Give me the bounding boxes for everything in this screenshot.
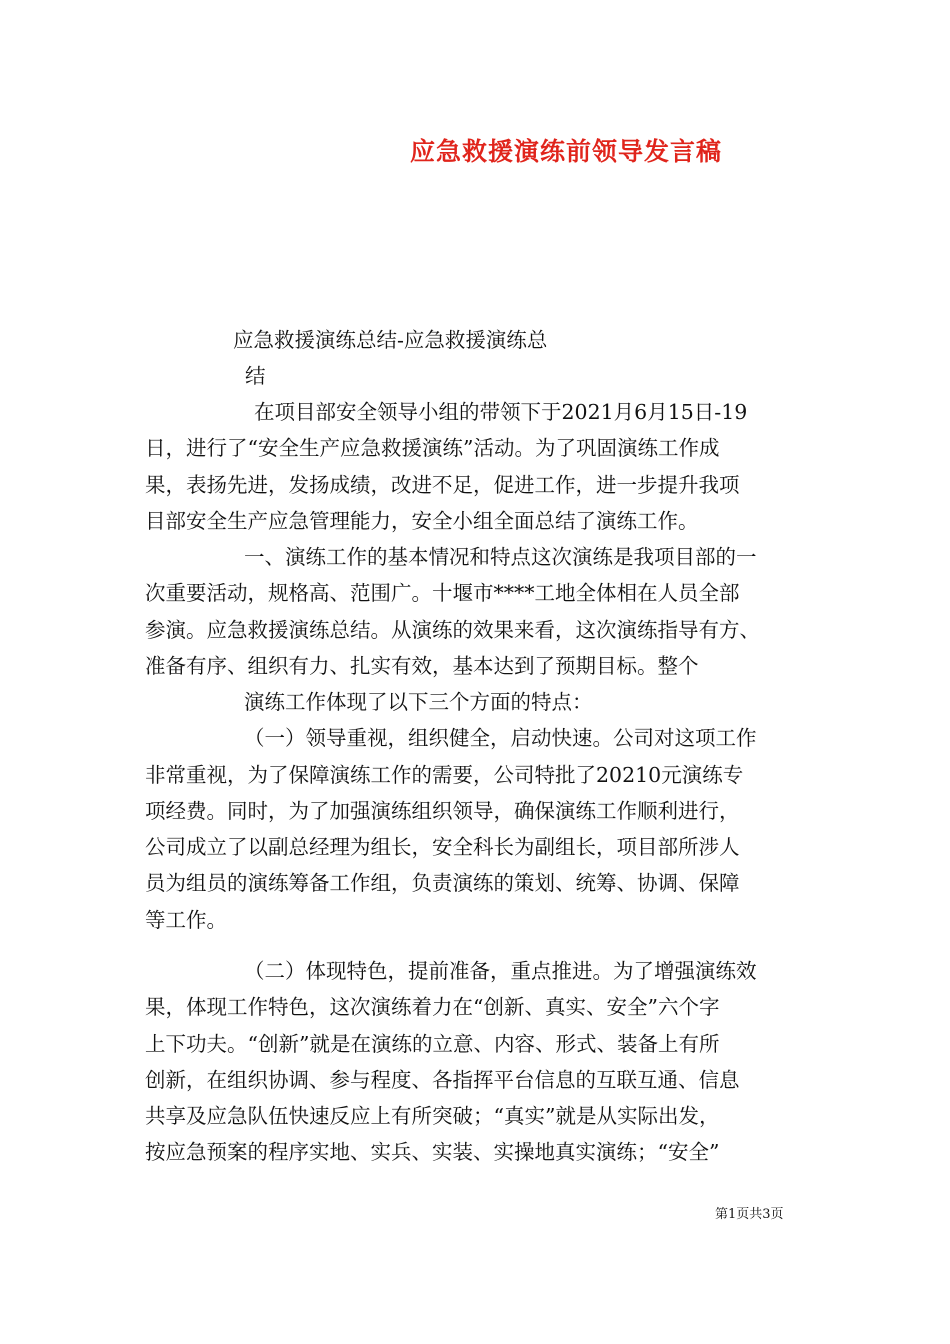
text-line: 共享及应急队伍快速反应上有所突破；“真实”就是从实际出发，: [145, 1104, 720, 1128]
text-line: 按应急预案的程序实地、实兵、实装、实操地真实演练；“安全”: [145, 1140, 720, 1164]
text-line: 在项目部安全领导小组的带领下于2021月6月15日-19: [254, 400, 748, 424]
text-line: 次重要活动，规格高、范围广。十堰市****工地全体相在人员全部: [145, 581, 740, 605]
text-line: 上下功夫。“创新”就是在演练的立意、内容、形式、装备上有所: [145, 1032, 720, 1056]
text-line: 准备有序、组织有力、扎实有效，基本达到了预期目标。整个: [145, 654, 699, 678]
page-footer: 第1页共3页: [715, 1207, 784, 1222]
page-title: 应急救援演练前领导发言稿: [410, 137, 723, 166]
text-line: 演练工作体现了以下三个方面的特点：: [244, 690, 593, 714]
text-line: 应急救援演练总结-应急救援演练总: [233, 328, 548, 352]
text-line: （二）体现特色，提前准备，重点推进。为了增强演练效: [244, 959, 757, 983]
text-line: 果，体现工作特色，这次演练着力在“创新、真实、安全”六个字: [145, 995, 720, 1019]
text-line: 等工作。: [145, 908, 227, 932]
text-line: 非常重视，为了保障演练工作的需要，公司特批了20210元演练专: [145, 763, 744, 787]
text-line: 日，进行了“安全生产应急救援演练”活动。为了巩固演练工作成: [145, 436, 720, 460]
text-line: 结: [245, 364, 266, 388]
text-line: 参演。应急救援演练总结。从演练的效果来看，这次演练指导有方、: [145, 618, 760, 642]
text-line: 目部安全生产应急管理能力，安全小组全面总结了演练工作。: [145, 509, 699, 533]
text-line: 公司成立了以副总经理为组长，安全科长为副组长，项目部所涉人: [145, 835, 740, 859]
text-line: 创新，在组织协调、参与程度、各指挥平台信息的互联互通、信息: [145, 1068, 740, 1092]
text-line: （一）领导重视，组织健全，启动快速。公司对这项工作: [244, 726, 757, 750]
text-line: 一、演练工作的基本情况和特点这次演练是我项目部的一: [244, 545, 757, 569]
text-line: 员为组员的演练筹备工作组，负责演练的策划、统筹、协调、保障: [145, 871, 740, 895]
text-line: 项经费。同时，为了加强演练组织领导，确保演练工作顺利进行，: [145, 799, 740, 823]
text-line: 果，表扬先进，发扬成绩，改进不足，促进工作，进一步提升我项: [145, 473, 740, 497]
